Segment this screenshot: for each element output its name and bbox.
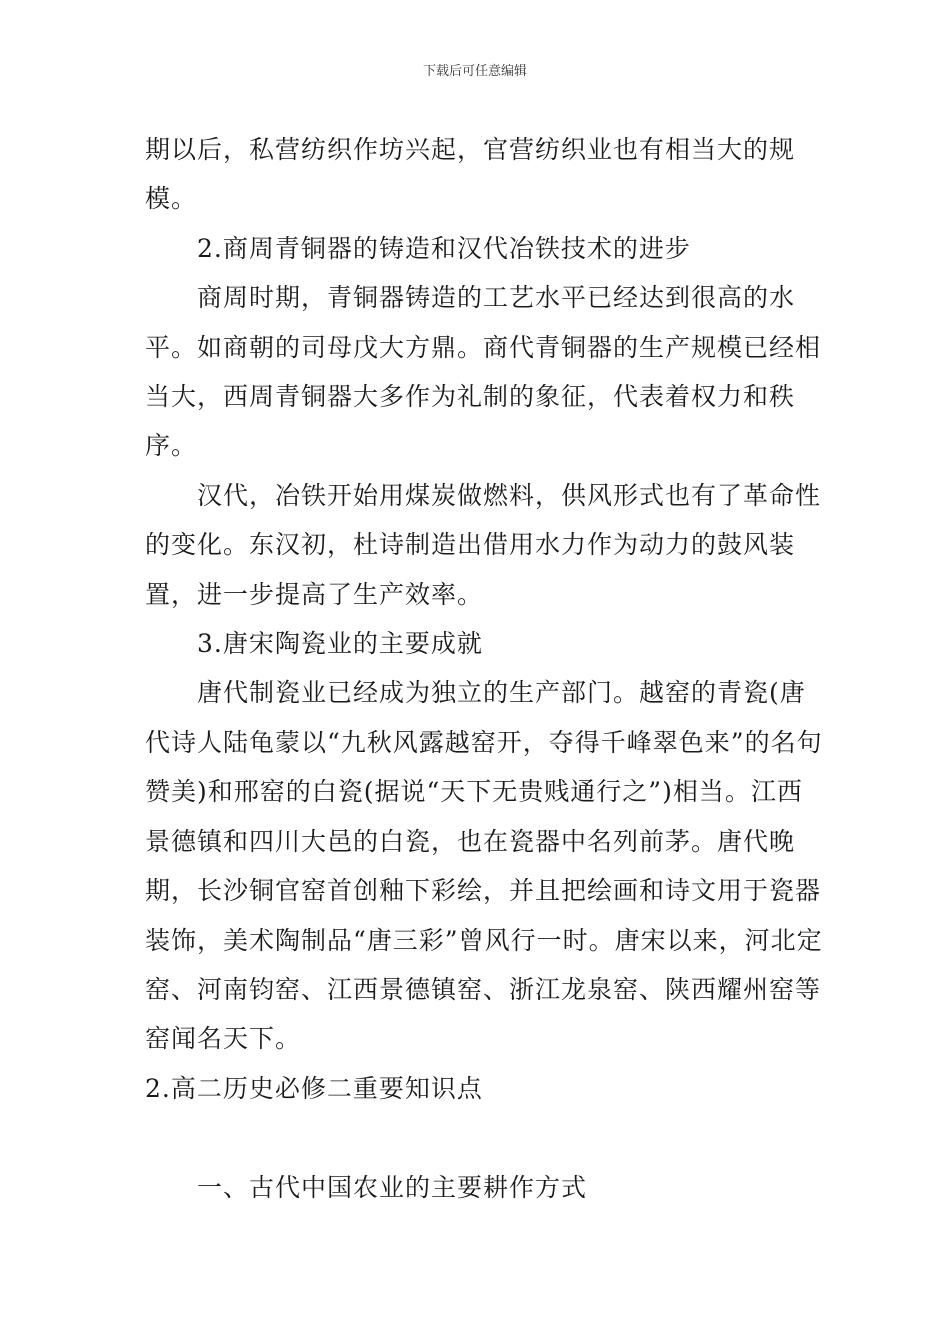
paragraph-continuation: 期以后，私营纺织作坊兴起，官营纺织业也有相当大的规模。	[145, 135, 796, 214]
blank-line	[145, 1113, 825, 1162]
section-heading-ceramics: 3.唐宋陶瓷业的主要成就	[197, 629, 483, 659]
page-header-note: 下载后可任意编辑	[422, 64, 527, 79]
document-body	[145, 125, 825, 1212]
paragraph-ceramics: 唐代制瓷业已经成为独立的生产部门。越窑的青瓷(唐代诗人陆龟蒙以“九秋风露越窑开，夺得千峰翠色来”的名句赞美)和邢窑的白瓷(据说“天下无贵贱通行之”)相当。江西景德镇和四川大邑的白瓷，也在瓷器中名列前茅。唐代晚期，长沙铜官窑首创釉下彩绘，并且把绘画和诗文用于瓷器装饰，美术陶制品“唐三彩”曾风行一时。唐宋以来，河北定窑、河南钧窑、江西景德镇窑、浙江龙泉窑、陕西耀州窑等窑闻名天下。	[145, 678, 823, 1054]
paragraph-bronze: 商周时期，青铜器铸造的工艺水平已经达到很高的水平。如商朝的司母戊大方鼎。商代青铜器的生产规模已经相当大，西周青铜器大多作为礼制的象征，代表着权力和秩序。	[145, 283, 822, 461]
section-heading-bronze-iron: 2.商周青铜器的铸造和汉代冶铁技术的进步	[197, 233, 691, 263]
section-heading-agriculture: 一、古代中国农业的主要耕作方式	[197, 1172, 588, 1202]
paragraph-iron: 汉代，冶铁开始用煤炭做燃料，供风形式也有了革命性的变化。东汉初，杜诗制造出借用水力作为动力的鼓风装置，进一步提高了生产效率。	[145, 480, 822, 609]
section-title-knowledge-points: 2.高二历史必修二重要知识点	[145, 1073, 483, 1103]
